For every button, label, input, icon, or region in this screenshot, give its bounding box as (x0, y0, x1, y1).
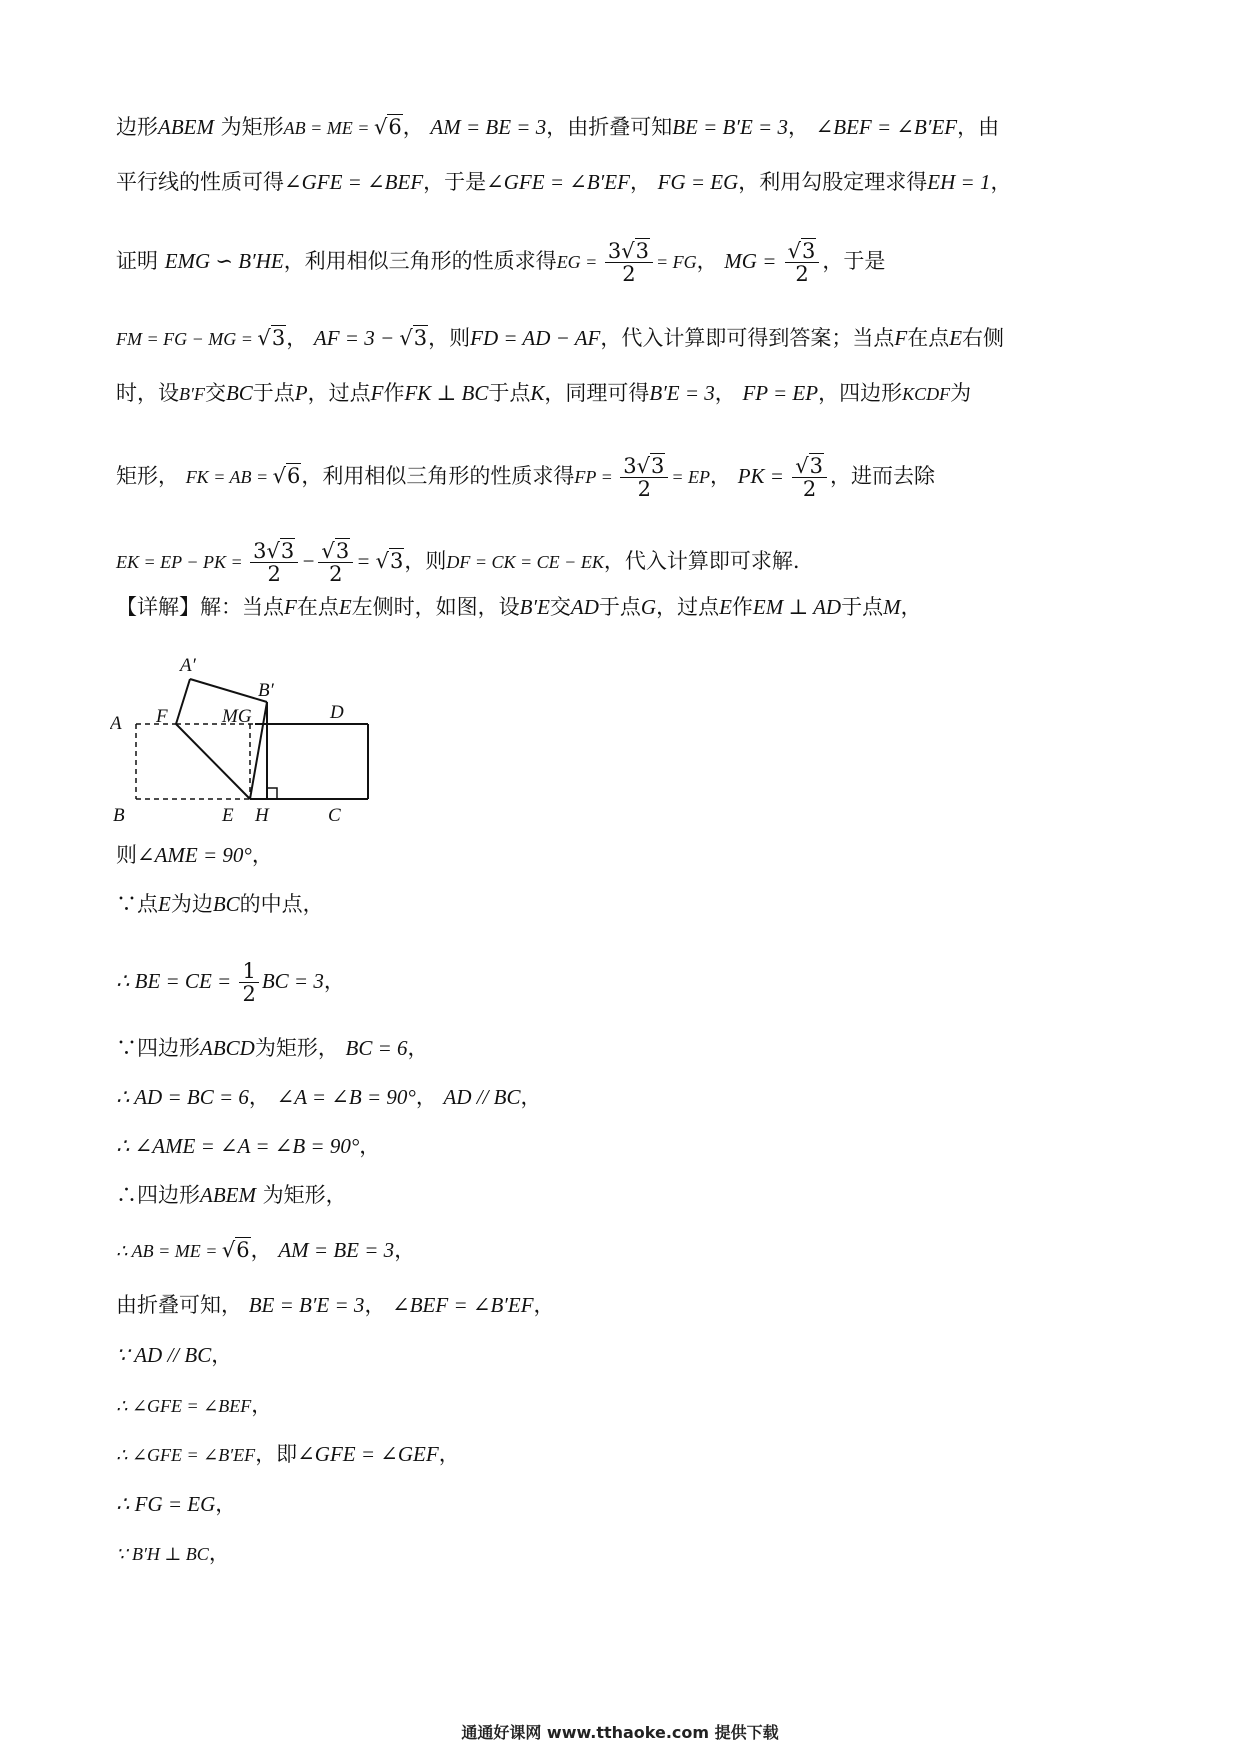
fraction (239, 960, 258, 1005)
math-expression: ABEM (200, 1183, 256, 1207)
math-expression: ∠BEF = ∠B′EF (392, 1293, 534, 1317)
radical-sign: √ (272, 464, 287, 489)
fraction-numerator (318, 540, 353, 563)
text-run: ， (629, 170, 658, 194)
text-line (116, 240, 1136, 285)
math-expression: AD (570, 595, 599, 619)
square-root (273, 463, 302, 488)
math-expression: = FG (655, 252, 697, 273)
text-run: ，过点 (307, 381, 371, 405)
label-b: B (113, 805, 125, 823)
text-line (116, 1538, 1136, 1569)
math-expression: = EP (671, 467, 711, 488)
math-expression: EH = 1 (927, 170, 991, 194)
text-run: 于点 (841, 595, 884, 619)
text-run: 证明 (116, 249, 165, 274)
radicand: 6 (287, 464, 301, 489)
text-run: 由折叠可知， (116, 1293, 249, 1317)
fraction (605, 240, 653, 285)
label-a: A (110, 713, 122, 734)
numerator-coefficient: 3 (607, 239, 622, 263)
fraction-denominator: 2 (267, 562, 281, 587)
fraction (620, 455, 668, 500)
fraction-numerator (605, 240, 653, 263)
square-root (257, 325, 286, 350)
text-run: ， (787, 115, 816, 139)
label-h: H (255, 805, 269, 823)
square-root (222, 1237, 251, 1262)
text-run: ， (211, 1343, 233, 1367)
math-expression: ∴ AD = BC = 6 (116, 1085, 249, 1109)
label-c: C (328, 805, 341, 823)
label-b-prime: B′ (258, 680, 274, 701)
fraction-denominator: 2 (802, 477, 817, 502)
text-run: ， (215, 1492, 237, 1516)
text-run: ， (900, 595, 922, 619)
math-expression: P (294, 381, 308, 405)
radical-sign: √ (221, 1238, 236, 1262)
segment-fe (176, 724, 250, 799)
text-line (116, 378, 1136, 409)
fraction (785, 240, 820, 285)
text-run: 平行线的性质可得 (116, 170, 284, 194)
text-line (116, 889, 1136, 919)
math-expression: ∴ ∠GFE = ∠B′EF (116, 1445, 256, 1465)
text-run: ， (359, 1134, 381, 1158)
math-expression: EG = (556, 252, 602, 273)
text-run: ，即 (255, 1442, 298, 1466)
fraction-denominator: 2 (242, 982, 256, 1007)
math-expression: AB = ME = (283, 118, 374, 138)
text-line (116, 455, 1136, 500)
text-run: ， (990, 170, 1012, 194)
math-expression: ∠BEF = ∠B′EF (815, 115, 958, 139)
text-run: 于点 (252, 381, 295, 405)
text-run: 的中点， (239, 892, 324, 916)
text-run: ，利用勾股定理求得 (738, 170, 928, 194)
label-d: D (330, 702, 344, 723)
numerator-coefficient: 3 (253, 539, 267, 563)
math-expression: B′E = 3 (649, 381, 715, 405)
text-run: ， (520, 1085, 542, 1109)
radical-sign: √ (399, 326, 413, 350)
math-expression: DF = CK = CE − EK (446, 552, 604, 573)
math-expression: ∴ BE = CE = (116, 969, 237, 994)
square-root (621, 238, 650, 263)
text-run: 在点 (296, 595, 339, 619)
text-run: 左侧时，如图，设 (351, 595, 520, 619)
math-expression: BC (225, 381, 253, 405)
text-run: ，于是 (423, 170, 487, 194)
text-run: ∵四边形 (116, 1036, 200, 1060)
text-run: ， (286, 326, 314, 350)
radical-sign: √ (787, 239, 802, 263)
fraction-numerator (239, 960, 258, 983)
math-expression: ∠GFE = ∠BEF (284, 170, 424, 194)
math-expression: E (949, 326, 963, 350)
text-line (116, 1082, 1136, 1112)
text-line (116, 1390, 1136, 1421)
text-run: ， (402, 115, 431, 139)
math-expression: ∴ ∠AME = ∠A = ∠B = 90° (116, 1134, 360, 1158)
math-expression: E (338, 595, 352, 619)
math-expression: FK ⊥ BC (404, 381, 489, 405)
radicand: 6 (236, 1238, 250, 1262)
math-expression: ∵ B′H ⊥ BC (116, 1544, 209, 1564)
text-run: ，于是 (822, 249, 886, 274)
text-run: ， (364, 1293, 393, 1317)
text-run: 矩形， (116, 464, 186, 489)
math-expression: BE = B′E = 3 (672, 115, 788, 139)
text-run: ，进而去除 (829, 464, 935, 489)
text-run: 为矩形 (213, 115, 284, 139)
square-root (795, 453, 824, 478)
text-line (116, 1033, 1136, 1063)
radicand: 3 (802, 239, 816, 263)
label-f: F (156, 706, 168, 727)
text-run: ， (438, 1442, 460, 1466)
text-run: 作 (731, 595, 753, 619)
text-run: ， (251, 1393, 273, 1417)
math-expression: AD // BC (443, 1085, 521, 1109)
square-root (399, 325, 428, 350)
text-run: ，过点 (656, 595, 720, 619)
math-expression: BC = 3 (261, 969, 324, 994)
text-line (116, 592, 1136, 622)
radical-sign: √ (636, 454, 650, 478)
text-run: ， (710, 464, 738, 489)
text-run: 则 (116, 843, 137, 867)
math-expression: AF = 3 − (313, 326, 400, 350)
radical-sign: √ (621, 239, 635, 263)
math-expression: FG = EG (657, 170, 739, 194)
text-run: ， (208, 1541, 230, 1565)
text-run: 【详解】解：当点 (116, 595, 284, 619)
text-line (116, 1180, 1136, 1210)
numerator-coefficient: 1 (242, 959, 256, 983)
right-angle-mark (267, 788, 277, 799)
radicand: 3 (635, 239, 649, 263)
text-run: 交 (549, 595, 571, 619)
text-run: ， (533, 1293, 555, 1317)
math-expression: ∴ AB = ME = (116, 1241, 222, 1261)
text-line (116, 1439, 1136, 1470)
fraction-denominator: 2 (622, 262, 636, 287)
radical-sign: √ (257, 326, 271, 350)
fraction (318, 540, 353, 585)
text-run: ，四边形 (818, 381, 903, 405)
text-line (116, 323, 1136, 354)
text-line (116, 1131, 1136, 1161)
text-line (116, 1290, 1136, 1320)
math-expression: G (640, 595, 657, 619)
label-mg: MG (222, 706, 252, 727)
numerator-coefficient: 3 (623, 454, 637, 478)
text-run: 为边 (170, 892, 213, 916)
radicand: 3 (651, 454, 665, 478)
radical-sign: √ (266, 539, 280, 563)
text-run: ， (251, 843, 273, 867)
fraction-numerator (620, 455, 668, 478)
text-line (116, 167, 1136, 197)
text-run: ，则 (404, 549, 447, 574)
math-expression: BE = B′E = 3 (248, 1293, 365, 1317)
text-run: ，利用相似三角形的性质求得 (283, 249, 557, 274)
radical-sign: √ (321, 539, 335, 563)
label-a-prime: A′ (180, 655, 196, 676)
text-line (116, 1340, 1136, 1370)
text-run: 时，设 (116, 381, 179, 405)
math-expression: ∴ ∠GFE = ∠BEF (116, 1396, 252, 1416)
fraction-numerator (785, 240, 820, 263)
text-run: ， (714, 381, 743, 405)
math-expression: MG = (724, 249, 782, 274)
radical-sign: √ (795, 454, 809, 478)
math-expression: AM = BE = 3 (430, 115, 547, 139)
text-run: 于点 (488, 381, 531, 405)
text-run: ， (248, 1085, 277, 1109)
text-run: 于点 (598, 595, 641, 619)
math-expression: = (356, 549, 376, 574)
text-run: ，利用相似三角形的性质求得 (301, 464, 575, 489)
radicand: 3 (280, 539, 295, 563)
fraction-numerator (792, 455, 827, 478)
text-run: 交 (204, 381, 226, 405)
math-expression: ∠AME = 90° (137, 843, 252, 867)
radicand: 3 (413, 326, 428, 350)
math-expression: E (158, 892, 171, 916)
math-expression: EMG ∽ B′HE (164, 249, 284, 274)
text-run: 为矩形， (254, 1036, 346, 1060)
math-expression: ∠GFE = ∠GEF (297, 1442, 439, 1466)
math-expression: PK = (737, 464, 790, 489)
radicand: 6 (388, 115, 402, 139)
label-e: E (222, 805, 234, 823)
text-run: 为矩形， (255, 1183, 347, 1207)
square-root (266, 538, 295, 563)
math-expression: ∠A = ∠B = 90° (276, 1085, 416, 1109)
square-root (637, 453, 666, 478)
math-expression: ABEM (158, 115, 214, 139)
text-run: ， (696, 249, 725, 274)
text-run: ，则 (428, 326, 471, 350)
text-line (116, 112, 1136, 143)
text-line (116, 960, 1136, 1005)
radical-sign: √ (375, 549, 389, 574)
math-expression: E (719, 595, 732, 619)
math-expression: AM = BE = 3 (278, 1238, 395, 1262)
text-run: ， (407, 1036, 429, 1060)
math-expression: EM ⊥ AD (752, 595, 842, 619)
math-expression: ABCD (200, 1036, 255, 1060)
radical-sign: √ (373, 115, 388, 139)
segment-b-prime-e (250, 702, 267, 799)
math-expression: − (301, 549, 316, 574)
radicand: 3 (271, 326, 286, 350)
radicand: 3 (809, 454, 823, 478)
math-expression: K (530, 381, 545, 405)
math-expression: B′E (519, 595, 550, 619)
text-run: ，代入计算即可得到答案；当点 (600, 326, 895, 350)
square-root (376, 548, 405, 573)
math-expression: F (370, 381, 384, 405)
text-line (116, 840, 1136, 870)
math-expression: FD = AD − AF (470, 326, 601, 350)
text-run: ∴四边形 (116, 1183, 200, 1207)
text-line (116, 1235, 1136, 1266)
text-run: 右侧 (962, 326, 1005, 350)
math-expression: FK = AB = (185, 467, 273, 488)
math-expression: M (883, 595, 901, 619)
text-line (116, 540, 1136, 585)
math-expression: FM = FG − MG = (116, 329, 258, 349)
text-run: ，同理可得 (544, 381, 650, 405)
geometry-figure (110, 638, 400, 823)
text-run: 边形 (116, 115, 158, 139)
text-run: ， (250, 1238, 279, 1262)
math-expression: KCDF (902, 384, 951, 404)
fraction (250, 540, 298, 585)
text-run: ， (415, 1085, 444, 1109)
square-root (788, 238, 817, 263)
math-expression: BC (212, 892, 240, 916)
footer-watermark: 通通好课网 www.tthaoke.com 提供下载 (461, 1723, 779, 1742)
text-run: ， (394, 1238, 416, 1262)
text-run: 为 (950, 381, 972, 405)
math-expression: ∠GFE = ∠B′EF (486, 170, 630, 194)
text-line (116, 1489, 1136, 1519)
math-expression: FP = (574, 467, 618, 488)
math-expression: FP = EP (742, 381, 819, 405)
text-run: ，由折叠可知 (546, 115, 673, 139)
math-expression: ∵ AD // BC (116, 1343, 212, 1367)
text-run: ，代入计算即可求解. (603, 549, 800, 574)
fraction-numerator (250, 540, 298, 563)
radicand: 3 (335, 539, 350, 563)
math-expression: B′F (179, 384, 205, 404)
text-run: ， (323, 969, 345, 994)
text-run: 作 (383, 381, 405, 405)
fraction-denominator: 2 (795, 262, 809, 287)
square-root (321, 538, 350, 563)
radicand: 3 (390, 549, 404, 574)
fraction-denominator: 2 (637, 477, 651, 502)
fraction (792, 455, 827, 500)
square-root (374, 114, 403, 139)
math-expression: F (284, 595, 297, 619)
text-run: 在点 (907, 326, 950, 350)
math-expression: F (894, 326, 908, 350)
text-run: ，由 (957, 115, 1000, 139)
math-expression: BC = 6 (345, 1036, 408, 1060)
segment-fa-prime (176, 679, 190, 724)
math-expression: ∴ FG = EG (116, 1492, 216, 1516)
math-expression: EK = EP − PK = (116, 552, 248, 573)
segment-a-prime-b-prime (190, 679, 267, 702)
text-run: ∵点 (116, 892, 158, 916)
fraction-denominator: 2 (329, 562, 343, 587)
